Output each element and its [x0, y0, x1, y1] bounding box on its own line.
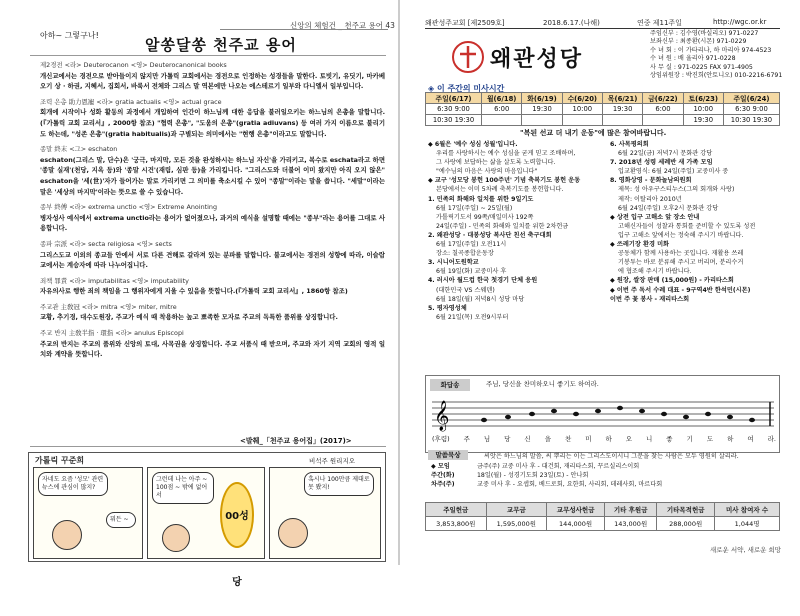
- lyric-syllable: 기: [686, 435, 693, 443]
- schedule-time: 6:00: [482, 104, 522, 115]
- schedule-day: 수(6/20): [562, 93, 602, 104]
- term-heading: 종말 終末 <그> eschaton: [40, 145, 118, 154]
- lyric-syllable: 하: [727, 435, 734, 443]
- schedule-time: 10:30 19:30: [723, 115, 779, 126]
- notice-detail: 6월 22일(금) 저녁7시 문화관 강당: [618, 150, 713, 158]
- meeting-row: [425, 462, 780, 471]
- lyric-syllable: 을: [544, 435, 551, 443]
- term-body: 주교의 반지는 주교의 품위와 신앙의 토대, 사목권을 상징합니다. 주교 서품식 때 받으며, 주교와 자기 지역 교회의 영적 일치와 계약을 뜻합니다.: [40, 339, 385, 359]
- source-citation: <발췌_「천주교 용어집」(2017)>: [240, 437, 352, 445]
- meeting-value: 18일(월) - 성경기도회 23일(토) - 안나회: [477, 472, 589, 479]
- offering-header-row: [426, 503, 780, 517]
- offering-table: [425, 502, 780, 531]
- meditation-label: 말씀묵상: [428, 450, 468, 460]
- right-page: [400, 0, 800, 565]
- staff-line: 주임신부 : 김수영(바실리오) 971-0227: [650, 30, 759, 37]
- psalm-text: 주님, 당신을 찬미하오니 좋기도 하여라.: [486, 380, 599, 388]
- schedule-day: 주일(6/17): [426, 93, 482, 104]
- lyric-syllable: 하: [605, 435, 612, 443]
- page-header: 신앙의 체험건 _ 천주교 용어 43: [290, 21, 395, 30]
- schedule-time: [602, 115, 642, 126]
- lyric-syllable: 찬: [564, 435, 572, 443]
- lyric-syllable: 신: [524, 435, 531, 443]
- character-face: [52, 520, 82, 550]
- term-body: 병자성사 예식에서 extrema unctio라는 용어가 없어졌으나, 과거의 예식을 설명할 때에는 "종부"라는 용어를 그대로 사용합니다.: [40, 213, 385, 233]
- church-badge-oval: 00성당: [220, 482, 254, 548]
- offering-value: 1,595,000원: [486, 517, 547, 531]
- notice-heading: 4. 러시아 월드컵 한국 첫경기 단체 응원: [428, 277, 538, 285]
- schedule-day: 화(6/19): [522, 93, 562, 104]
- schedule-time: 6:30 9:00: [723, 104, 779, 115]
- schedule-time: [522, 115, 562, 126]
- psalm-label: 화답송: [430, 379, 470, 391]
- term-entry: [40, 276, 385, 297]
- meeting-value: 교중 미사 후 - 요셉회, 베드로회, 요한회, 사리회, 데레사회, 마르다회: [477, 481, 663, 488]
- notice-detail: 장소: 칠곡종합운동장: [436, 250, 494, 258]
- notice-detail: 우리를 사랑하시는 예수 성심을 굳게 믿고 조배하며,: [436, 150, 576, 158]
- lyric-syllable: 도: [706, 435, 714, 443]
- offering-value: 1,044명: [715, 517, 780, 531]
- term-body: 그리스도교 이외의 종교들 안에서 서로 다른 견해로 갈라져 있는 분파를 말합니다. 불교에서는 경전의 성향에 따라, 이슬람교에서는 계승자에 따라 나누어집니다.: [40, 250, 385, 270]
- term-heading: 주교관 主敎冠 <라> mitra <영> miter, mitre: [40, 302, 177, 311]
- notice-heading: ◆ 교구 '성모당 봉헌 100주년' 기념 축복기도 봉헌 운동: [428, 177, 581, 185]
- staff-line: 보좌신부 : 최종환(시몬) 971-0229: [650, 38, 747, 46]
- staff-directory: [650, 30, 790, 80]
- notice-heading: 2. 왜관성당 · 대봉성당 복사단 친선 축구대회: [428, 231, 552, 239]
- term-entry: [40, 239, 385, 271]
- music-staff-icon: [432, 396, 774, 432]
- notice-heading: ◆ 상전 입구 고해소 앞 장소 안내: [610, 213, 700, 221]
- bulletin-date: 2018.6.17.(나해): [543, 19, 600, 27]
- notice-detail: 제작: 이탈리아 2010년: [618, 195, 682, 203]
- term-entry: [40, 328, 385, 360]
- meeting-key: ◆ 모임: [431, 463, 450, 470]
- meeting-key: 차주(주): [431, 481, 455, 488]
- staff-line: 수 녀 원 : 배 율리아 971-0228: [650, 55, 736, 63]
- speech-bubble: 그런데 나는 아주 ~ 100점 ~ 밖에 없어서: [152, 472, 214, 504]
- term-heading: 주교 반지 主敎半指 · 環指 <라> anulus Episcopi: [40, 329, 184, 338]
- offering-value: 288,000원: [657, 517, 715, 531]
- exclaim-text: 아하~ 그렇구나!: [40, 31, 99, 40]
- page-title: 알쏭달쏭 천주교 용어: [145, 36, 297, 54]
- schedule-time: [482, 115, 522, 126]
- notice-detail: 6월 21일(목) 오전9시부터: [436, 313, 509, 321]
- schedule-time: 6:00: [643, 104, 683, 115]
- campaign-banner: "복된 선교 더 내기 운동"에 많은 참여바랍니다.: [520, 129, 667, 137]
- notice-detail: 24일(주일) - 민족의 화해와 일치를 위한 2차헌금: [436, 222, 569, 230]
- offering-column: 미사 참여자 수: [715, 503, 780, 517]
- notice-heading: 7. 2018년 성령 세례반 새 가족 모임: [610, 159, 713, 167]
- notice-heading: 3. 시니어도원학교: [428, 259, 479, 267]
- offering-column: 기타 후원금: [605, 503, 657, 517]
- lyric-syllable: 좋: [666, 435, 673, 443]
- schedule-time: 6:30 9:00: [426, 104, 482, 115]
- church-name: 왜관성당: [490, 47, 584, 72]
- schedule-day: 금(6/22): [643, 93, 683, 104]
- lyric-syllable: 여: [747, 435, 754, 443]
- meeting-row: [425, 480, 780, 489]
- notice-detail: 6월 18일(월) 저녁8시 성당 마당: [436, 295, 525, 303]
- comic-author: 비석주 원리지오: [309, 457, 356, 465]
- term-heading: 종파 宗派 <라> secta religiosa <영> sects: [40, 239, 172, 248]
- offering-value: 143,000원: [605, 517, 657, 531]
- notice-heading: 6. 사목평의회: [610, 141, 649, 148]
- schedule-time: 10:30 19:30: [426, 115, 482, 126]
- staff-line: 수 녀 회 : 이 가타리나, 하 마리아 974-4523: [650, 46, 772, 54]
- term-body: 교황, 추기경, 대수도원장, 주교가 예식 때 착용하는 높고 뾰족한 모자로 주교의 독특한 품위를 상징합니다.: [40, 313, 338, 322]
- notice-detail: 기봉투는 바로 분류해 주시고 버리며, 분리수거: [618, 259, 744, 267]
- liturgical-season: 연중 제11주일: [637, 19, 682, 27]
- offering-value: 144,000원: [547, 517, 605, 531]
- comic-strip: [28, 452, 386, 588]
- term-list: [40, 60, 385, 365]
- schedule-time: 10:00: [683, 104, 723, 115]
- header-rule: [220, 29, 388, 30]
- lyric-syllable: 미: [585, 435, 592, 443]
- lyric-syllable: 라.: [767, 435, 776, 443]
- character-face: [278, 518, 308, 548]
- term-entry: [40, 202, 385, 234]
- term-body: 회개에 시작이나 성화 활동의 과정에서 개입하여 인간이 하느님께 대한 응답을 불러일으키는 하느님의 은총을 말합니다.(『가톨릭 교회 교리서』, 2000항 참조) "협력 은총", "도움의 은총"(gratia adiuvans) 등 여러 가지 이름으로 불리기도 하는데, "성존 은총"(gratia habitualis)과 구별되는 의미에서는 "현행 은총"이라고도 말합니다.: [40, 108, 385, 138]
- term-entry: [40, 97, 385, 139]
- notice-detail: 6월 17일(주일) 오전11시: [436, 241, 507, 249]
- psalm-lyrics: [432, 434, 776, 443]
- notice-detail: 에 협조해 주시기 바랍니다.: [618, 268, 692, 276]
- notice-heading: ◆ 원장, 쌀장 판매 (15,000원) - 카리타스회: [610, 277, 734, 285]
- website-link[interactable]: http://wgc.or.kr: [713, 18, 767, 26]
- notice-detail: 본당에서는 이미 5차례 축복기도를 봉헌합니다.: [436, 186, 564, 194]
- notice-detail: 가톨릭기도서 99쪽/매일미사 192쪽: [436, 213, 534, 221]
- notice-heading: 8. 영화상영 - 문화놀남의원회: [610, 177, 692, 185]
- notice-heading: 이번 주 꽃 봉사 - 재리타스회: [610, 295, 690, 303]
- notice-heading: ◆ 6월은 '예수 성심 성월'입니다.: [428, 141, 518, 148]
- schedule-day: 목(6/21): [602, 93, 642, 104]
- schedule-day: 토(6/23): [683, 93, 723, 104]
- meditation-text: 씨앗은 하느님의 말씀, 씨 뿌리는 이는 그리스도이시니 그분을 찾는 사람은 모두 영원히 살리라.: [484, 453, 739, 460]
- term-heading: 제2경전 <라> Deuterocanon <영> Deuterocanonical books: [40, 61, 227, 69]
- responsorial-psalm-box: [425, 375, 780, 453]
- bar-rule: [425, 28, 780, 29]
- schedule-row: [426, 115, 780, 126]
- notice-detail: 제목: 성 아우구스티누스(그의 회개와 사랑): [618, 186, 735, 194]
- notice-detail: "예수님의 마음은 사랑의 마음입니다": [436, 168, 538, 176]
- notice-detail: 6월 19일(화) 교중미사 후: [436, 268, 507, 276]
- offering-value: 3,853,800원: [426, 517, 487, 531]
- offering-column: 기타목적헌금: [657, 503, 715, 517]
- term-heading: 죄책 罪責 <라> imputabilitas <영> imputability: [40, 276, 189, 285]
- schedule-time: 19:30: [602, 104, 642, 115]
- offering-value-row: [426, 517, 780, 531]
- term-body: 개신교에서는 경전으로 받아들이지 않지만 가톨릭 교회에서는 경전으로 인정하는 성경들을 말한다. 토빗기, 유딧기, 마카베오기 상 · 하권, 지혜서, 집회서, 바룩서 전체와 그리스 말 역본에만 나오는 에스테르기 일부와 다니엘서 일부입니다.: [40, 71, 385, 91]
- schedule-header-row: [426, 93, 780, 104]
- lyric-syllable: 님: [483, 435, 491, 443]
- meeting-value: 금주(주) 교중 미사 후 - 대건회, 재리타스회, 꾸르실리스이회: [477, 463, 640, 470]
- term-body: 자유의사로 행한 죄의 책임을 그 행위자에게 지울 수 있음을 뜻합니다.(『가톨릭 교회 교리서』, 1860항 참조): [40, 287, 348, 296]
- speech-bubble: 혹시나 100만큼 제대로 못 봤지!: [304, 472, 374, 496]
- notice-heading: 5. 평자영성체: [428, 304, 467, 312]
- title-rule: [30, 55, 386, 56]
- comic-title: 가톨릭 꾸준희: [35, 456, 85, 465]
- staff-line: 사 무 실 : 971-0225 FAX 971-4905: [650, 63, 753, 71]
- term-entry: [40, 60, 385, 92]
- comic-panel-1: [33, 467, 143, 559]
- left-page: [0, 0, 400, 588]
- notice-column-left: [428, 140, 600, 322]
- schedule-time: 10:00: [562, 104, 602, 115]
- meetings-list: [425, 462, 780, 489]
- notice-detail: 입구 고해소 앞에서는 정숙해 주시기 바랍니다.: [618, 231, 744, 239]
- bulletin-issue: 왜관성주교회 [제2509호]: [425, 19, 505, 27]
- schedule-time: 19:30: [522, 104, 562, 115]
- notice-detail: 고해신자들이 성찰과 통회를 준비할 수 있도록 성전: [618, 222, 756, 230]
- schedule-time: [643, 115, 683, 126]
- term-entry: [40, 144, 385, 197]
- speech-bubble: 뭐든 ~: [106, 512, 136, 528]
- notice-detail: (대한민국 VS 스웨덴): [436, 286, 495, 294]
- notice-detail: 그 사랑에 보답하는 삶을 살도록 노력합니다.: [436, 159, 556, 167]
- lyric-syllable: 오: [625, 435, 633, 443]
- staff-line: 상임위원장 : 박진희(안토니오) 010-2216-6791: [650, 72, 783, 80]
- offering-column: 교무성사헌금: [547, 503, 605, 517]
- offering-column: 교무금: [486, 503, 547, 517]
- notice-detail: 공동체가 함께 사용하는 곳입니다. 재활용 쓰레: [618, 250, 744, 258]
- comic-panel-3: [269, 467, 381, 559]
- svg-text:𝄞: 𝄞: [434, 401, 450, 431]
- schedule-day: 주일(6/24): [723, 93, 779, 104]
- schedule-day: 월(6/18): [482, 93, 522, 104]
- notice-detail: 6월 24일(주일) 오후2시 문화관 강당: [618, 204, 719, 212]
- mass-schedule-title: ◈ 이 주간의 미사시간: [428, 84, 505, 93]
- schedule-time: 19:30: [683, 115, 723, 126]
- term-heading: 종부 終傅 <라> extrema unctio <영> Extreme Anointing: [40, 203, 218, 212]
- notice-heading: 1. 민족의 화해와 일치를 위한 9일기도: [428, 195, 534, 203]
- notice-heading: ◆ 이번 주 독서 수례 대표 - 9구역4반 한석민(시몬): [610, 286, 751, 294]
- notice-detail: 6월 17일(주일) ~ 25일(월): [436, 204, 513, 212]
- mass-schedule-table: [425, 92, 780, 126]
- meeting-key: 주간(화): [431, 472, 455, 479]
- footer-motto: 새로운 서약, 새로운 희망: [710, 546, 782, 554]
- lyric-syllable: 주: [463, 435, 470, 443]
- source-rule: [30, 446, 386, 447]
- lyric-syllable: 당: [504, 435, 511, 443]
- offering-column: 주일헌금: [426, 503, 487, 517]
- notice-detail: 입교환영식: 6월 24일(주일) 교중미사 중: [618, 168, 729, 176]
- meeting-row: [425, 471, 780, 480]
- character-face: [162, 524, 190, 552]
- lyric-syllable: (후렴): [432, 435, 450, 443]
- term-heading: 조력 은총 助力恩寵 <라> gratia actualis <영> actual grace: [40, 97, 222, 106]
- term-body: eschaton(그리스 말, 단수)은 '궁극, 마지막, 모든 것을 완성하시는 하느님 자신'을 가리키고, 복수로 eschata라고 하면 '종말 실재'(천당, 지옥 등)와 '종말 시건'(재림, 심판 등)을 가리킵니다. "그리스도와 더불어 이미 왔지만 아직 오지 않은" eschaton을 '세(世)'자가 들어가는 말로 가리키면 그 의미를 축소시킬 수 있어 "종말"이라는 말을 씁니다. "세말"이라는 말은 '세상의 마지막'이라는 뜻으로 쓸 수 있습니다.: [40, 155, 385, 196]
- schedule-time: [562, 115, 602, 126]
- speech-bubble: 자네도 요즘 '성모' 관련 뉴스에 관심이 많지?: [38, 472, 108, 496]
- notice-heading: ◆ 쓰레기장 환경 미화: [610, 241, 670, 249]
- notice-column-right: [610, 140, 782, 304]
- lyric-syllable: 니: [646, 435, 653, 443]
- term-entry: [40, 302, 385, 323]
- schedule-row: [426, 104, 780, 115]
- comic-panel-2: [147, 467, 265, 588]
